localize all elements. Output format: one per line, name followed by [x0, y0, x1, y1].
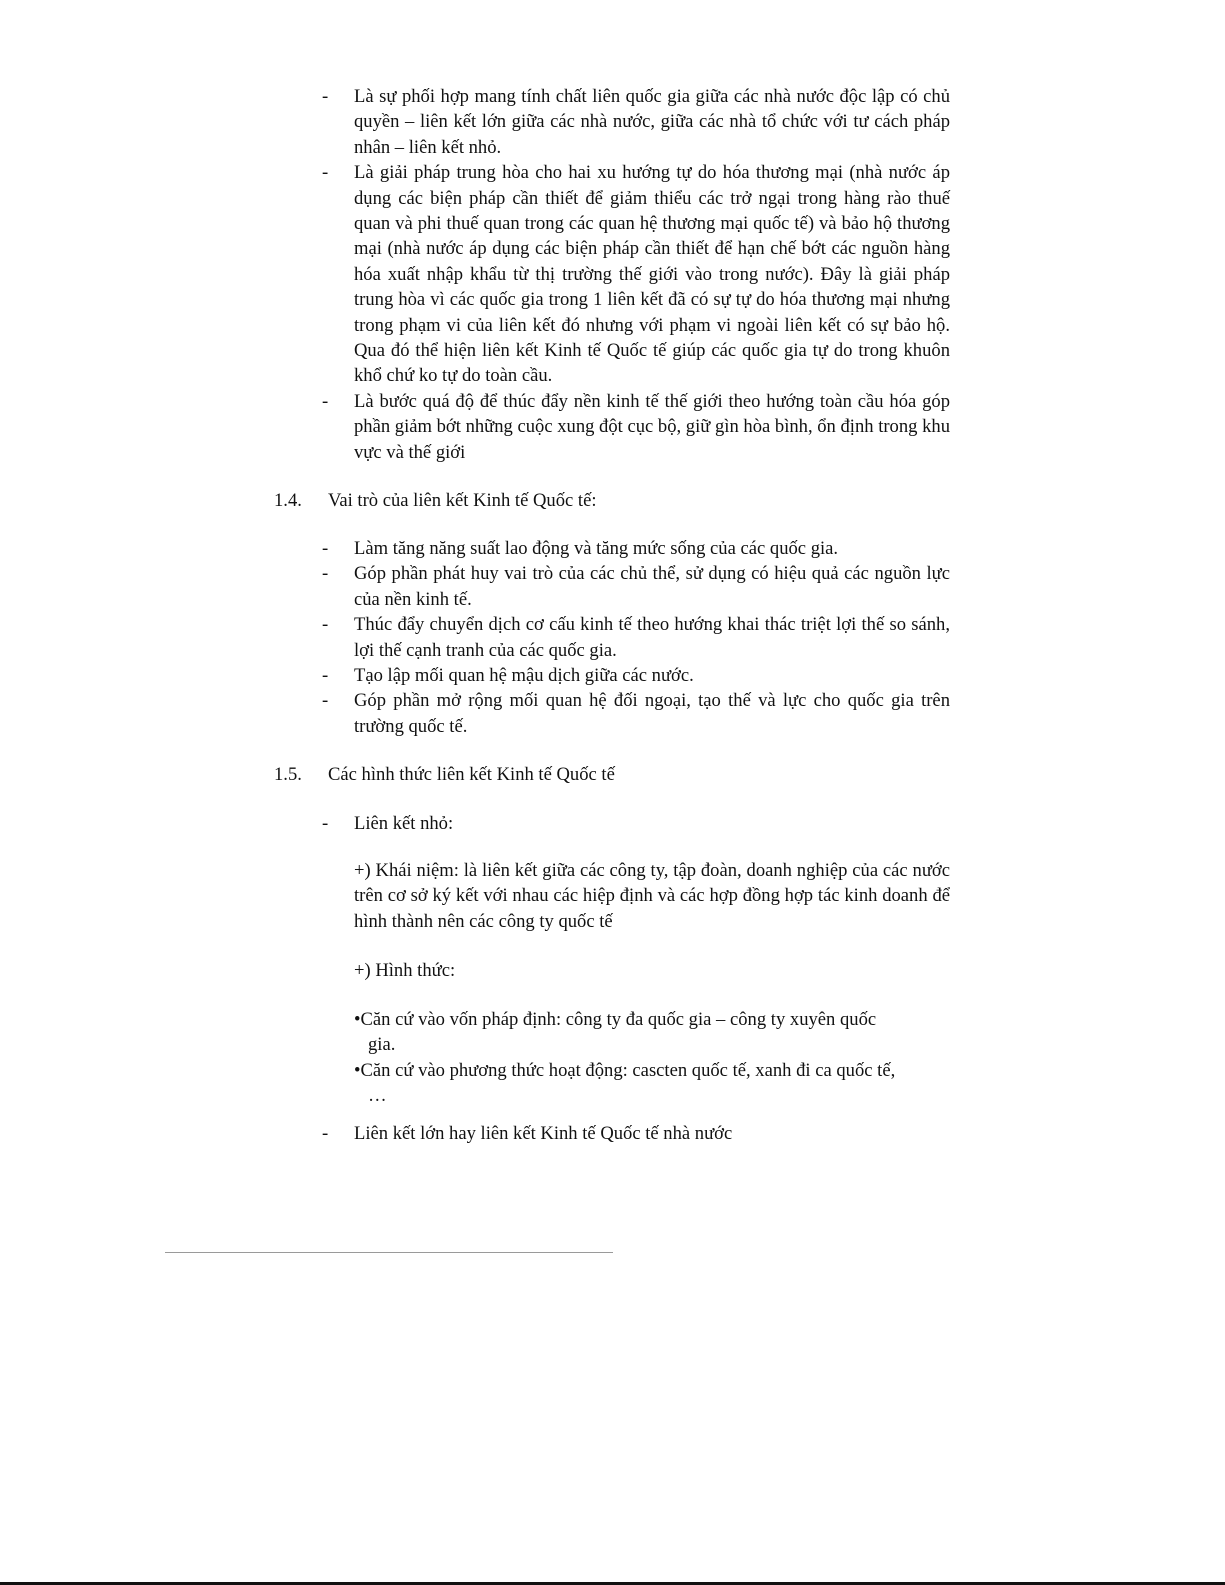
list-item-text: Góp phần phát huy vai trò của các chủ thể, sử dụng có hiệu quả các nguồn lực của nền kinh tế. [354, 563, 950, 610]
list-item-text: Là sự phối hợp mang tính chất liên quốc gia giữa các nhà nước độc lập có chủ quyền – liên kết lớn giữa các nhà nước, giữa các nhà tổ chức với tư cách pháp nhân – liên kết nhỏ. [354, 86, 950, 158]
form-bullet-line: •Căn cứ vào phương thức hoạt động: cascten quốc tế, xanh đi ca quốc tế, [354, 1060, 896, 1081]
dash-marker: - [322, 86, 329, 107]
dash-marker: - [322, 390, 329, 412]
small-link-bullet [322, 811, 950, 836]
list-item-text: Thúc đẩy chuyển dịch cơ cấu kinh tế theo hướng khai thác triệt lợi thế so sánh, lợi thế cạnh tranh của các quốc gia. [354, 614, 950, 661]
section-heading-1-4 [274, 488, 597, 513]
form-bullet-line: •Căn cứ vào vốn pháp định: công ty đa quốc gia – công ty xuyên quốc [354, 1009, 877, 1030]
list-item [322, 536, 950, 561]
dash-marker: - [322, 538, 329, 559]
list-item [322, 84, 950, 160]
section-number: 1.4. [274, 490, 302, 511]
list-item-text: Góp phần mở rộng mối quan hệ đối ngoại, tạo thế và lực cho quốc gia trên trường quốc tế. [354, 690, 950, 737]
list-item-text: Là bước quá độ để thúc đẩy nền kinh tế thế giới theo hướng toàn cầu hóa góp phần giảm bớt những cuộc xung đột cục bộ, giữ gìn hòa bình, ổn định trong khu vực và thế giới [354, 390, 950, 463]
section-title: Vai trò của liên kết Kinh tế Quốc tế: [328, 490, 597, 511]
dash-marker: - [322, 162, 329, 184]
list-item [322, 1121, 950, 1146]
dash-marker: - [322, 563, 329, 585]
form-bullet-continuation: gia. [368, 1034, 396, 1056]
section-heading-1-5 [274, 762, 615, 787]
intro-bullet-list [322, 84, 950, 465]
form-bullet-capital [354, 1007, 932, 1058]
form-bullet-operation [354, 1058, 932, 1109]
roles-bullet-list [322, 536, 950, 739]
list-item [322, 160, 950, 389]
section-title: Các hình thức liên kết Kinh tế Quốc tế [328, 764, 615, 785]
list-item [322, 561, 950, 612]
list-item-text: Tạo lập mối quan hệ mậu dịch giữa các nước. [354, 665, 694, 687]
dash-marker: - [322, 665, 329, 687]
forms-label: +) Hình thức: [354, 960, 456, 981]
large-link-bullet [322, 1121, 950, 1146]
dash-marker: - [322, 690, 329, 712]
list-item-text: Liên kết lớn hay liên kết Kinh tế Quốc tế nhà nước [354, 1123, 733, 1144]
list-item-text: Là giải pháp trung hòa cho hai xu hướng tự do hóa thương mại (nhà nước áp dụng các biện pháp cần thiết để giảm thiểu các trở ngại trong hàng rào thuế quan và phi thuế quan trong các quan hệ thương mại quốc tế) và bảo hộ thương mại (nhà nước áp dụng các biện pháp cần thiết để hạn chế bớt các nguồn hàng hóa xuất nhập khẩu từ thị trường thế giới vào trong nước). Đây là giải pháp trung hòa vì các quốc gia trong 1 liên kết đã có sự tự do hóa thương mại nhưng trong phạm vi của liên kết đó nhưng với phạm vi ngoài liên kết có sự bảo hộ. Qua đó thể hiện liên kết Kinh tế Quốc tế giúp các quốc gia tự do trong khuôn khổ chứ ko tự do toàn cầu. [354, 162, 950, 387]
dash-marker: - [322, 1123, 329, 1144]
list-item [322, 811, 950, 836]
section-number: 1.5. [274, 764, 302, 785]
list-item-text: Liên kết nhỏ: [354, 813, 454, 834]
form-bullet-continuation: … [368, 1085, 387, 1107]
list-item [322, 389, 950, 465]
footnote-separator [165, 1252, 613, 1253]
list-item [322, 688, 950, 739]
list-item [322, 612, 950, 663]
list-item [322, 663, 950, 688]
dash-marker: - [322, 813, 329, 834]
concept-paragraph: +) Khái niệm: là liên kết giữa các công ty, tập đoàn, doanh nghiệp của các nước trên cơ sở ký kết với nhau các hiệp định và các hợp đồng hợp tác kinh doanh để hình thành nên các công ty quốc tế [354, 860, 950, 932]
dash-marker: - [322, 614, 329, 636]
list-item-text: Làm tăng năng suất lao động và tăng mức sống của các quốc gia. [354, 538, 839, 559]
